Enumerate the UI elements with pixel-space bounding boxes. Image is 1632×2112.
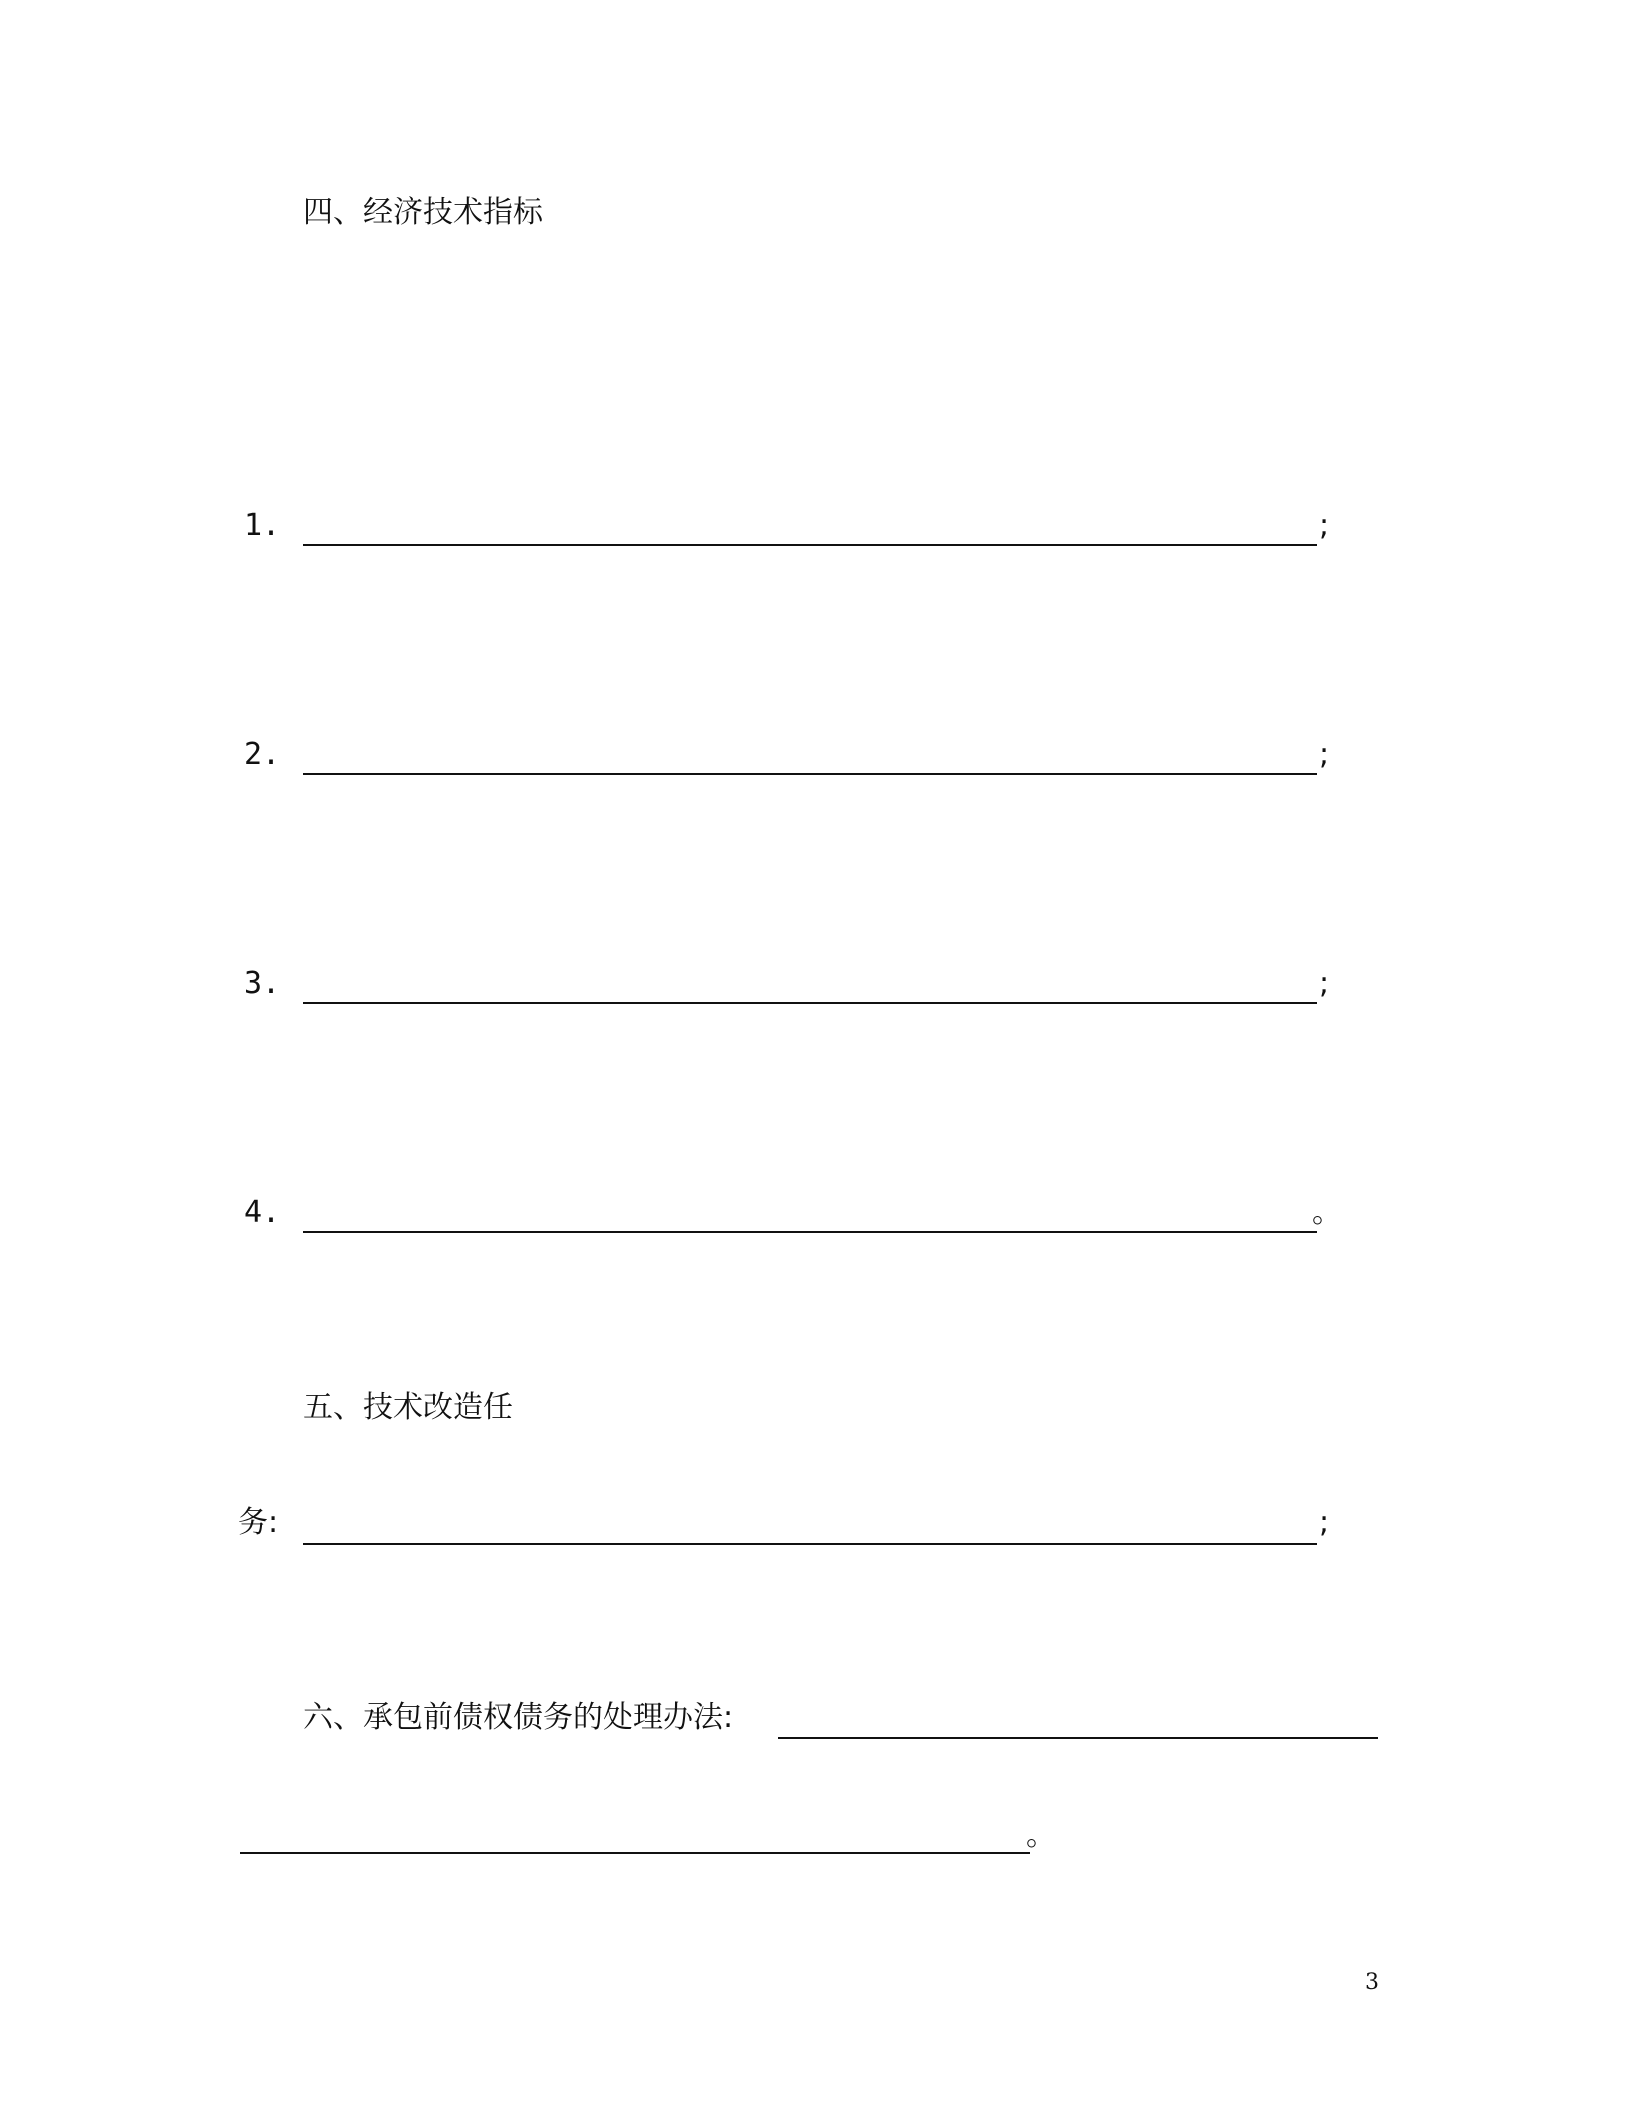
item-2-label: 2.	[244, 737, 281, 772]
item-3-label: 3.	[244, 966, 281, 1001]
item-4-end-punct: 。	[1312, 1195, 1342, 1230]
page-number: 3	[1365, 1970, 1379, 1995]
item-1-label: 1.	[244, 508, 281, 543]
section-6-blank-line-1[interactable]	[778, 1737, 1378, 1739]
item-3-blank-line[interactable]	[303, 1002, 1317, 1004]
item-1-end-punct: ;	[1319, 508, 1330, 543]
section-5-label: 务:	[238, 1505, 279, 1540]
item-2-blank-line[interactable]	[303, 773, 1317, 775]
item-3-end-punct: ;	[1319, 966, 1330, 1001]
item-4-blank-line[interactable]	[303, 1231, 1317, 1233]
item-1-blank-line[interactable]	[303, 544, 1317, 546]
item-2-end-punct: ;	[1319, 737, 1330, 772]
section-4-heading: 四、经济技术指标	[303, 195, 543, 230]
section-6-end-punct: 。	[1026, 1818, 1056, 1853]
section-6-blank-line-2[interactable]	[240, 1852, 1030, 1854]
section-5-end-punct: ;	[1319, 1505, 1330, 1540]
item-4-label: 4.	[244, 1195, 281, 1230]
section-5-blank-line[interactable]	[303, 1543, 1317, 1545]
section-5-heading: 五、技术改造任	[303, 1390, 513, 1425]
section-6-heading: 六、承包前债权债务的处理办法:	[303, 1700, 734, 1735]
